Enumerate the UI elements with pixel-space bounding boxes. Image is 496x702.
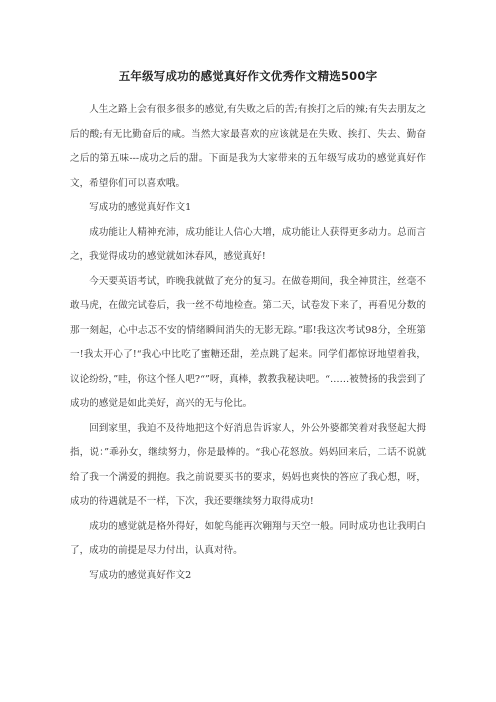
section-heading-1: 写成功的感觉真好作文1 <box>89 202 192 213</box>
intro-paragraph: 人生之路上会有很多很多的感觉,有失败之后的苦;有挨打之后的辣;有失去朋友之后的酸;有无比勤奋后的咸。当然大家最喜欢的应该就是在失败、挨打、失去、勤奋之后的第五味---成功之后的甜。下面是我为大家带来的五年级写成功的感觉真好作文，希望你们可以喜欢哦。 <box>70 104 426 189</box>
essay-1-paragraph-2: 今天要英语考试，昨晚我就做了充分的复习。在做卷期间，我全神贯注，丝毫不敢马虎，在做完试卷后，我一丝不苟地检查。第二天，试卷发下来了，再看见分数的那一刻起，心中忐忑不安的情绪瞬间消失的无影无踪。”耶!我这次考试98分，全班第一!我太开心了!“我心中比吃了蜜糖还甜，差点跳了起来。同学们都惊讶地望着我，议论纷纷，”哇，你这个怪人吧?“”呀，真棒，教教我秘诀吧。“……被赞扬的我尝到了成功的感觉是如此美好，高兴的无与伦比。 <box>70 275 426 409</box>
essay-1-paragraph-3: 回到家里，我迫不及待地把这个好消息告诉家人，外公外婆都笑着对我竖起大拇指，说：”乖孙女，继续努力，你是最棒的。“我心花怒放。妈妈回来后，二话不说就给了我一个满爱的拥抱。我之前说要买书的要求，妈妈也爽快的答应了我心想，呀，成功的待遇就是不一样，下次，我还要继续努力取得成功! <box>70 422 426 507</box>
essay-1-paragraph-4: 成功的感觉就是格外得好，如鸵鸟能再次翱翔与天空一般。同时成功也让我明白了，成功的前提是尽力付出，认真对待。 <box>70 520 426 556</box>
document-title: 五年级写成功的感觉真好作文优秀作文精选500字 <box>118 69 378 83</box>
section-heading-2: 写成功的感觉真好作文2 <box>89 569 192 581</box>
essay-1-paragraph-1: 成功能让人精神充沛，成功能让人信心大增，成功能让人获得更多动力。总而言之，我觉得成功的感觉就如沐春风，感觉真好! <box>70 226 426 262</box>
